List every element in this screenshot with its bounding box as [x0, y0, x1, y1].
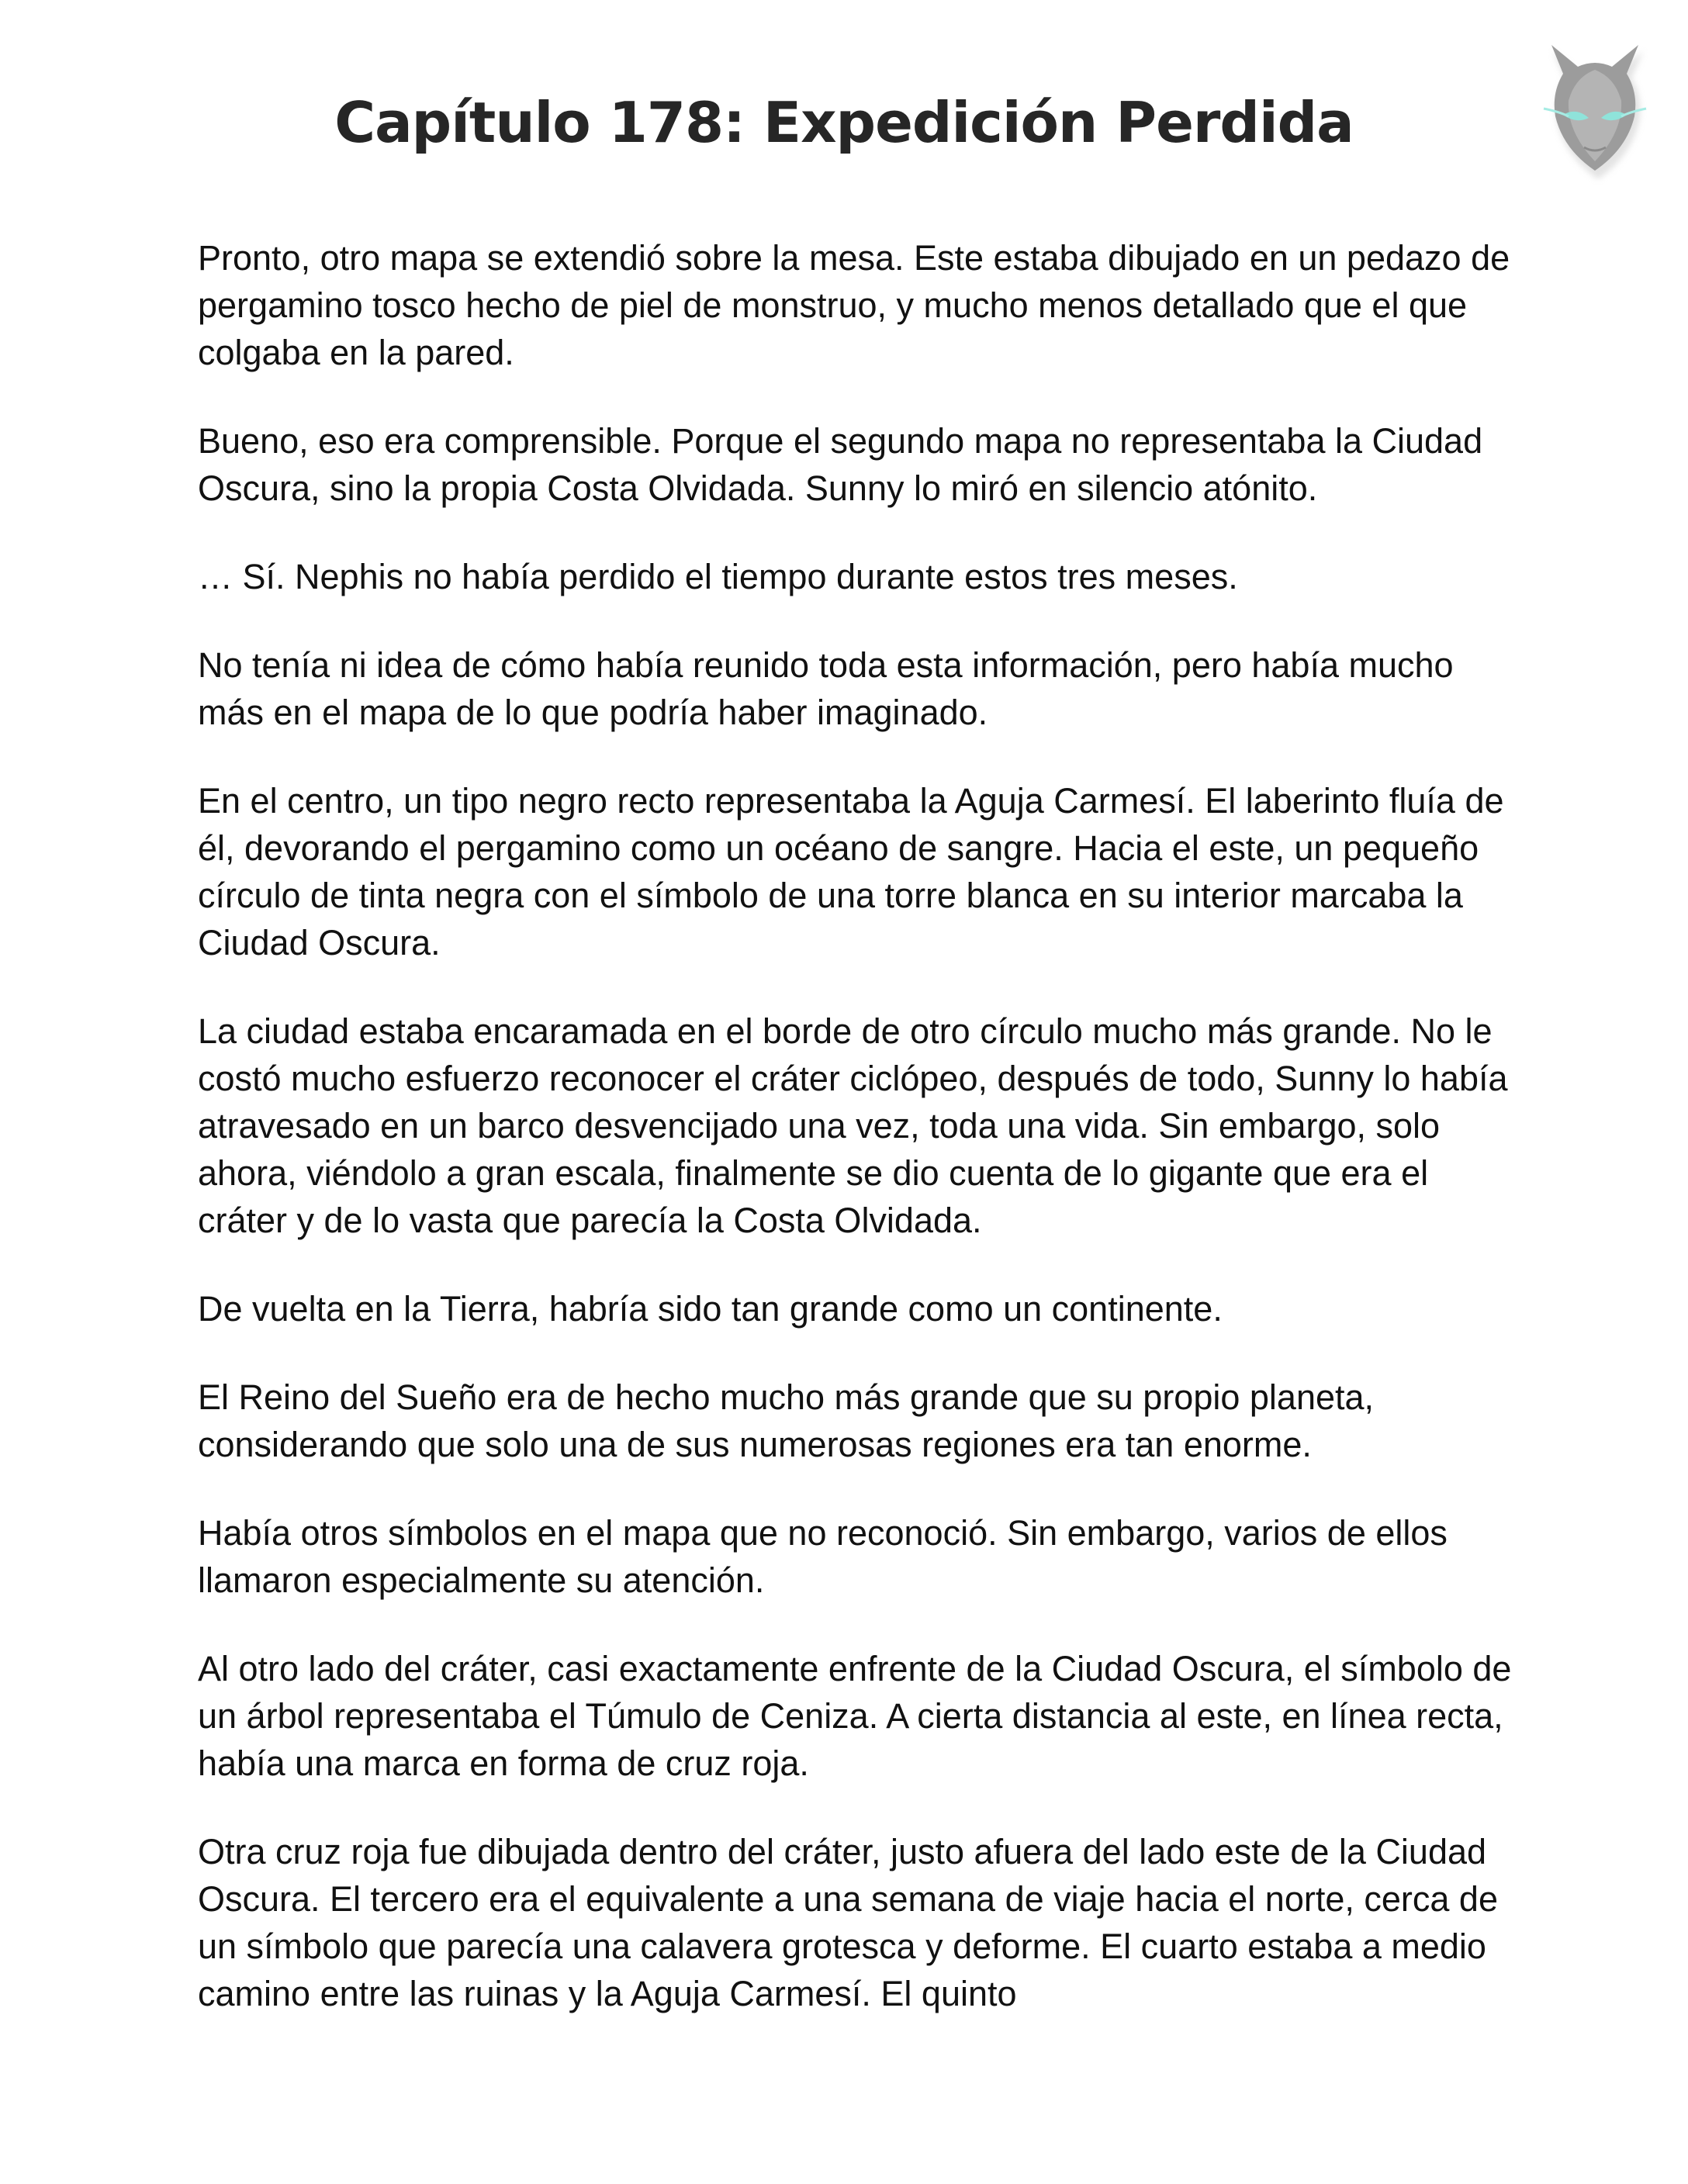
- paragraph: En el centro, un tipo negro recto representaba la Aguja Carmesí. El laberinto fluía de él, devorando el pergamino como un océano de sangre. Hacia el este, un pequeño círculo de tinta negra con el símbolo de una torre blanca en su interior marcaba la Ciudad Oscura.: [198, 781, 1504, 962]
- paragraph: Al otro lado del cráter, casi exactamente enfrente de la Ciudad Oscura, el símbolo de un árbol representaba el Túmulo de Ceniza. A cierta distancia al este, en línea recta, había una marca en forma de cruz roja.: [198, 1649, 1512, 1783]
- paragraph: El Reino del Sueño era de hecho mucho más grande que su propio planeta, considerando que solo una de sus numerosas regiones era tan enorme.: [198, 1377, 1375, 1464]
- chapter-title: Capítulo 178: Expedición Perdida: [334, 90, 1354, 156]
- demon-head-icon: [1520, 16, 1668, 186]
- paragraph: Pronto, otro mapa se extendió sobre la mesa. Este estaba dibujado en un pedazo de pergamino tosco hecho de piel de monstruo, y mucho menos detallado que el que colgaba en la pared.: [198, 238, 1510, 372]
- paragraph: Había otros símbolos en el mapa que no reconoció. Sin embargo, varios de ellos llamaron especialmente su atención.: [198, 1513, 1448, 1600]
- paragraph: No tenía ni idea de cómo había reunido toda esta información, pero había mucho más en el mapa de lo que podría haber imaginado.: [198, 645, 1454, 732]
- paragraph: Otra cruz roja fue dibujada dentro del cráter, justo afuera del lado este de la Ciudad Oscura. El tercero era el equivalente a una semana de viaje hacia el norte, cerca de un símbolo que parecía una calavera grotesca y deforme. El cuarto estaba a medio camino entre las ruinas y la Aguja Carmesí. El quinto: [198, 1832, 1498, 2013]
- paragraph: De vuelta en la Tierra, habría sido tan grande como un continente.: [198, 1289, 1223, 1329]
- paragraph: … Sí. Nephis no había perdido el tiempo durante estos tres meses.: [198, 557, 1238, 596]
- chapter-body: [198, 234, 1517, 2058]
- paragraph: Bueno, eso era comprensible. Porque el segundo mapa no representaba la Ciudad Oscura, sino la propia Costa Olvidada. Sunny lo miró en silencio atónito.: [198, 421, 1483, 508]
- paragraph: La ciudad estaba encaramada en el borde de otro círculo mucho más grande. No le costó mucho esfuerzo reconocer el cráter ciclópeo, después de todo, Sunny lo había atravesado en un barco desvencijado una vez, toda una vida. Sin embargo, solo ahora, viéndolo a gran escala, finalmente se dio cuenta de lo gigante que era el cráter y de lo vasta que parecía la Costa Olvidada.: [198, 1011, 1508, 1240]
